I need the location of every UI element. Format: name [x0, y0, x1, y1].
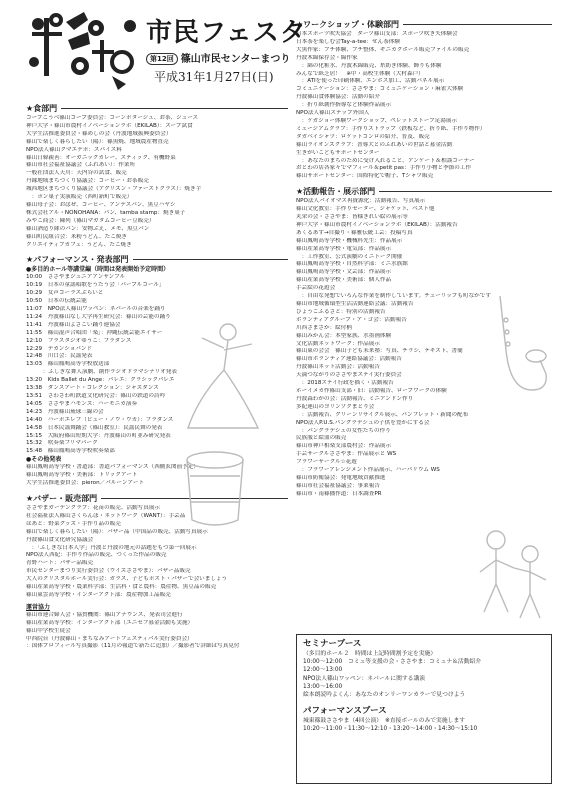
list-item: 一般社団法人天川：天内谷の試食、販売 [26, 170, 127, 177]
seminar-list [303, 650, 545, 699]
list-item: 手芸絵の花遊会 [296, 285, 336, 292]
list-item: ひょうごふるさと：特別の活動報告 [296, 308, 386, 315]
list-item: NPO法人バイオマス再資源化：活動報告、写真展示 [296, 198, 426, 205]
list-item: NPO法人P.U.S.パングラデシュの子供を豊かにする会 [296, 419, 430, 426]
list-item: 神戸大学・篠山市農村イノベーションラボ（EKILAB）：スープ試食 [26, 122, 193, 129]
list-item: 13:51 さわさわ町鉄道文化研究会：篠山の鉄道の詩吟 [26, 393, 166, 399]
list-item: 篠山で楽しく暮らしたい（陽）：篠黒焼、地域農産物直売 [26, 138, 169, 145]
list-item: 篠山みかん会：本型家族、水墨画体験 [296, 332, 392, 339]
list-item: 13:00～16:00 [303, 683, 343, 690]
list-item: 大人のクリスタルホール実行会：ガラス、子どもポスト・バザーで会いましょう [26, 576, 228, 583]
list-item: 篠山東雲高等学校・インターアクト部：農産物加工品販売 [26, 591, 171, 598]
list-item: おとわの店各家々でマフィール＆petit pas：手作り小物と季節の工作 [296, 165, 472, 172]
list-item: 篠山で楽しく暮らしたい（陽）：バザー品（中国品の販売、活動写真展示 [26, 528, 208, 535]
list-item: 11:07 NPO法人篠山ワッペン：ネパールの音楽を踊り [26, 306, 166, 313]
list-item: ホーイメカ作篠山支部・旧：活動報告、ロープワークの体験 [296, 387, 447, 394]
list-item: ：2018ステイ行政を描く・活動報告 [296, 380, 394, 387]
list-item: 13:38 ダンスアート・コレクション：ジャズダンス [26, 385, 159, 392]
list-item: コミュニケーション：ささやま：コミュニケーション・麻雀大体験 [296, 86, 464, 93]
list-item: 12:00～13:00 [303, 667, 343, 674]
list-item: 丹波篠山ネット活動会：活動報告 [296, 364, 380, 371]
list-item: 篠山市神戸相楽支部農村会：作品展示 [296, 443, 392, 450]
list-item: 11:24 丹波篠山なし大学再生研究会：篠山の芸能の踊り [26, 313, 171, 320]
list-item: 13:20 Kids Ballet du Ange：バレエ：クラシックバレエ [26, 377, 175, 384]
list-item: （多目的ホール２ 時間は上記時間割予定を実施） [303, 651, 437, 657]
festa-logo [26, 10, 144, 92]
list-item: 社会福祉法人篠山さくらんぼ・ネットワーク（WANT）：手芸品 [26, 512, 186, 519]
list-item: 篠山町民組合会：米粉うどん、たこ焼き [26, 233, 128, 240]
section-heading-performance [26, 254, 288, 265]
list-item: ：「ふしぎな日本人学」丹波と丹波の地元の話題をもつ第一回展示 [26, 544, 197, 551]
list-item: 大学生活推進委員会：pieron／バルーンアート [26, 480, 145, 487]
list-item: クリエイティブカフェ：うどん、たこ焼き [26, 241, 132, 248]
list-item: ：あなたのまちのために受け入れること。アンケート＆相談コーナー [296, 157, 475, 164]
list-item: ミュージアムクラブ：手作りストラップ（鉄板など、折り紙、手作り物作） [296, 125, 486, 132]
list-item: 14:58 日本民謡舞踊会（篠山教室）：民謡民舞の発表 [26, 424, 163, 431]
list-item: 15:32 吹奏楽フリマパーク [26, 440, 98, 447]
list-item: 15:15 大阪府篠山短期大学：丹波篠山の町並み研究発表 [26, 432, 171, 439]
list-item: ：折り紙創作指導など体験作品展示 [296, 102, 392, 109]
list-item: 株式会社アル・NONOHANA：パン、tamba stamp：焼き菓子 [26, 209, 186, 216]
list-item: 篠山母子会：おばぜ、コーヒー、アンデスパン、黒豆ハヤシ [26, 201, 176, 208]
section-heading-activity [296, 186, 552, 197]
list-item: 篠山産業高等学校・農業科学部：生活科・食と農科：農産物、黒豆品の販売 [26, 584, 217, 591]
list-item: ：自由な発想でいろんな作業を制作しています。チューリップも町なかです [296, 293, 491, 300]
list-item: 13:03 篠山鳳鳴高等学校放送部 [26, 361, 110, 368]
list-item: 篠山中学校生徒会 [26, 627, 71, 634]
list-item: 川西さまさか：絵付柄 [296, 324, 352, 331]
list-item: 大黒作家：ブチ体験、ブチ整体、ギニカクボール販売ファイルの販売 [296, 46, 470, 53]
list-item: 青野ハート：バザー品販売 [26, 560, 94, 567]
list-item: 篠山市地域循環型生活活動連絡会議：活動報告 [296, 301, 414, 307]
list-item: 篠山日韓親善：オーガニックカレー、スティック、有機野菜 [26, 154, 176, 161]
list-item: はあと：野菜グッズ・手作り品の販売 [26, 520, 121, 527]
saxophone-illustration [470, 290, 554, 410]
list-item: 民族服と絵皿の販売 [296, 435, 347, 442]
list-item: ：活動報告、グリーンリサイクル展示、パンフレット・新聞の配布 [296, 411, 469, 418]
performance-booth-heading: パフォーマンスブース [303, 706, 387, 717]
list-item: 手芸サークルささやま：作品展示と WS [296, 451, 397, 458]
list-item: 城東篠鼓ささやま（4回公演） ※直接ボールのみで実施します [303, 718, 466, 725]
section-title: ★食部門 [26, 104, 58, 113]
food-list [26, 115, 288, 249]
list-item: 14:05 ささやまハモンズ：ハーモニカ演奏 [26, 400, 138, 407]
list-item: 篠山産業高等学校・美術部：個人作品 [296, 277, 392, 284]
subtitle-text: 篠山市民センターまつり [180, 54, 291, 65]
list-item: みやこ商会：陳列（篠山マガタムコーヒー豆販売） [26, 217, 155, 224]
list-item: 篠山鳳鳴高等学校・自然科学部：ミニ水族館 [296, 261, 408, 268]
list-item: 丹縁地域まちづくり協議会：コーヒー・お茶販売 [26, 178, 149, 185]
section-title: ★バザー・販売部門 [26, 493, 98, 503]
management-list [26, 612, 288, 652]
list-item: 12:48 川口会：民謡発表 [26, 353, 93, 360]
list-item: 篠山市連合婦人会・協賛機関：篠山アナウンス、発表司会進行 [26, 611, 183, 618]
list-item: 篠山市社会福祉協議会：事業報告 [296, 482, 380, 489]
section-title: ★パフォーマンス・発表部門 [26, 255, 129, 265]
list-item: 篠山市防衛協会：発電地域貢献推進 [296, 474, 386, 481]
right-column [296, 18, 552, 499]
list-item: 12:10 フラスタジオゆうこ：フラダンス [26, 337, 132, 344]
list-item: 生きがいこどもサポートセンター [296, 149, 380, 156]
list-item: ：ATIを使った印刷体験、エンボス加工、活動パネル展示 [296, 78, 445, 85]
list-item: みんなで紙芝居！ ※中・高校生体験（大村森戸） [296, 70, 424, 77]
list-item: ささやまガーデンクラブ：花苗の販売、活動写真展示 [26, 504, 161, 511]
list-item: 篠山鳳鳴高等学校・機械科先生：作品展示 [296, 237, 403, 244]
list-item: 11:55 篠山混声合唱団「楽」：沖縄伝統芸能エイサー [26, 329, 163, 336]
list-item: コープこうべ篠山コープ委員会：コーンポタージュ、お茶、ジュース [26, 115, 199, 121]
list-item: 日本茶を楽しむ会Tay-a-tee：せん茶体験 [296, 38, 400, 45]
list-item: 丹波木綿保存会・綿作家 [296, 54, 358, 61]
list-item: 篠山鳳鳴高等学校・書道部：書道パフォーマンス（西側玄関前予定） [26, 464, 199, 471]
list-item: 城西地区まちづくり協議会（アグリズン・ファーストクラス）：焼き芋 [26, 186, 202, 193]
list-item: 10:19 日本の童謡唱歌をうたう会「パープルコール」 [26, 282, 165, 289]
list-item: 大学生活推進委員会・篠めしの会（丹波地域振興委員会） [26, 130, 172, 137]
list-item: 中西院台（丹波篠山・まちなみアートフェスティバル実行委員会） [26, 635, 193, 642]
list-item: 14:40 ハーポエレフ（ビュー・ノウ・ウカ）：フラダンス [26, 416, 174, 423]
list-item: 日本スポーツ吹矢協会 ダーツ篠山支部：スポーツ吹き矢体験会 [296, 31, 458, 37]
list-item: ：国体プロフィール写真撮影（11月の報道で新たに追加）／撮影者で詳細は写真見付 [26, 643, 240, 650]
edition-badge: 第12回 [146, 53, 178, 65]
list-item: 丹波篠山食文化研究協議会 [26, 536, 94, 543]
list-item: 篠山市ボランティア連絡協議会：活動報告 [296, 356, 402, 363]
section-title: ★ワークショップ・体験部門 [296, 20, 400, 29]
performance-subheading: ●多目的ホール等講堂編（時間は発表開始予定時間） [26, 266, 170, 274]
list-item: 10:29 女声コーラスぷらいと [26, 290, 104, 297]
list-item: 天満つながりのささやまステイ実行委員会 [296, 372, 402, 379]
header [26, 8, 307, 98]
page-title: 市民フェスタ [146, 18, 307, 48]
subtitle [146, 50, 290, 65]
list-item: 篠山東の会会 篠山子ども未来塾：写真、チラシ、テキスト、書簡 [296, 348, 463, 355]
list-item: 10:50 日本の伝統芸能 [26, 298, 87, 305]
event-date: 平成31年1月27日(日) [154, 70, 274, 84]
list-item: ：フラワーアレンジメント作品展示、ハーバリウム WS [296, 467, 440, 474]
list-item: 篠山鳳鳴高等学校・美術部：トリックアート [26, 472, 138, 479]
seminar-box [296, 634, 552, 784]
list-item: 多紀連山のヨリンゾクまとり会 [296, 403, 375, 410]
list-item: 篠山産業高等学校：インターアクト部（ユニセフ募金活動も実施） [26, 619, 194, 626]
list-item: ：ポン菓子実演販売（西町新町で販売） [26, 194, 133, 201]
list-item: あくるあす→自撮り・篠雅伝統工芸：投稿写真 [296, 229, 413, 236]
list-item: ボランティアグループ・ア・ゴ会：活動報告 [296, 316, 407, 323]
performance-booth-list [303, 717, 545, 733]
section-heading-food [26, 103, 288, 114]
list-item: NPO法人篠山ステップ外国人 [296, 110, 370, 117]
list-item: 篠山ライオンズクラブ：普導犬とのふれあいの世話と募金活動 [296, 141, 453, 148]
dancer-illustration [178, 318, 270, 436]
list-item: NPO法人西紀：手作り作品の販売、つくった作品の販売 [26, 552, 167, 559]
list-item: 文化活動ネットワーク：作品展示 [296, 340, 380, 347]
list-item: 11:41 丹波篠山よさこい踊り連協会 [26, 321, 121, 328]
children-illustration [470, 520, 554, 630]
list-item: ：ふしぎな舞人演劇、創作ラジオドラマシナリオ発表 [26, 369, 177, 376]
drum-illustration [180, 446, 250, 532]
seminar-heading: セミナーブース [303, 639, 362, 649]
section-title: ★活動報告・展示部門 [296, 187, 376, 197]
list-item: NPO法人篠山ワッペン：ネパールに関する講演 [303, 675, 426, 682]
list-item: ：綿の化粧水、丹波木綿販売、糸紡ぎ体験、飾りも体験 [296, 62, 442, 69]
list-item: 絵本朗読吟よくん：あなたのオンリーワンカラーで見つけよう [303, 692, 466, 699]
list-item: 10:00～12:00 コミュ等支援の会・ささやま：コミュナ＆活動紹介 [303, 659, 482, 666]
list-item: 丸栄の会・ささやま：皆様きれい絵の展示等 [296, 214, 408, 221]
list-item: 12:29 デカンショバンド [26, 345, 93, 352]
list-item: NPO法人篠山クマエデポ：スパイス料 [26, 146, 122, 153]
list-item: 15:48 篠山鳳鳴高等学校吹奏楽部 [26, 448, 115, 455]
section-heading-workshop [296, 19, 552, 30]
list-item: 篠山市・南篠播作道：日本調査PR [296, 490, 382, 497]
list-item: 10:00 ささやまジュニアアンサンブル [26, 274, 126, 281]
list-item: フラワーサークル☆花遊 [296, 459, 357, 466]
workshop-list [296, 31, 552, 181]
other-subheading: ●その他発表 [26, 456, 62, 464]
list-item: 篠山産業高等学校・電気部：作品展示 [296, 245, 392, 252]
list-item: ：ケガジョー体験ワークショップ、ペレットストーブ足湯展示 [296, 117, 458, 124]
list-item: 篠山鳳鳴高等学校・文芸部：作品展示 [296, 269, 392, 276]
list-item: ：工作教室、公式演劇のミニトーク開催 [296, 253, 403, 260]
list-item: タガベイシャツ：ロケットコンロの紹介、普及、販売 [296, 133, 430, 140]
list-item: 篠山サポートセンター：国際特化で帽子、Tシャツ販売 [296, 173, 434, 180]
list-item: 篠山文化教室：手作りセーター、ジャケット、ベスト他 [296, 206, 435, 213]
management-heading: 運営協力 [26, 603, 51, 611]
list-item: 篠山酒造り隊のパン：安物ぶえ、メモ、黒豆パン [26, 225, 150, 232]
list-item: 篠山市社会福祉協議会（ふれあい）：作業所 [26, 162, 136, 169]
list-item: 神戸大学・篠山市農村イノベーションラボ（EKILAB）：活動報告 [296, 221, 458, 228]
list-item: 10:20～11:00・11:30～12:10・13:20～14:00・14:30～15:10 [303, 726, 478, 733]
list-item: 14:23 丹波篠山琉球三線の会 [26, 408, 104, 415]
list-item: 丹波森わがの会：活動報告、ミニアンドン作り [296, 395, 414, 402]
list-item: 丹波篠山食体験協会：活動の紹介 [296, 94, 380, 101]
list-item: ：パングラデシュの女性たちの作り [296, 427, 391, 434]
list-item: 市民センターまつり実行委員会（ウイズささやま）：バザー品販売 [26, 568, 191, 575]
